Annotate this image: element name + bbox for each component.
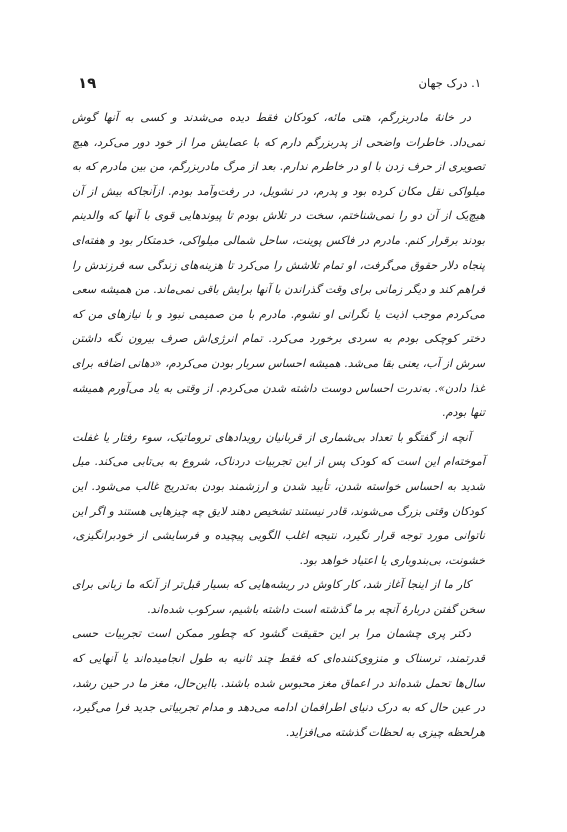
paragraph: در خانهٔ مادربزرگم، هتی مائه، کودکان فقط دیده می‌شدند و کسی به آنها گوش نمی‌داد. خاطرات واضحی از پدربزرگم دارم که با عصایش مرا از خود دور می‌کرد، هیچ تصویری از حرف زدن با او در خاطرم ندارم. بعد از مرگ مادربزرگم، من بین مادرم که به میلواکی نقل مکان کرده بود و پدرم، در نشویل، در رفت‌وآمد بودم. ازآنجاکه بیش از آن هیچ‌یک از آن دو را نمی‌شناختم، سخت در تلاش بودم تا پیوندهایی قوی با آنها که والدینم بودند برقرار کنم. مادرم در فاکس پوینت، ساحل شمالی میلواکی، خدمتکار بود و هفته‌ای پنجاه دلار حقوق می‌گرفت، او تمام تلاشش را می‌کرد تا هزینه‌های زندگی سه فرزندش را فراهم کند و دیگر زمانی برای وقت گذراندن با آنها برایش باقی نمی‌ماند. من همیشه سعی می‌کردم موجب اذیت یا نگرانی او نشوم. مادرم با من صمیمی نبود و با نیازهای من که دختر کوچکی بودم به سردی برخورد می‌کرد. تمام انرژی‌اش صرف بیرون نگه داشتن سرش از آب، یعنی بقا می‌شد. همیشه احساس سربار بودن می‌کردم، «دهانی اضافه برای غذا دادن». به‌ندرت احساس دوست داشته شدن می‌کردم. از وقتی به یاد می‌آورم همیشه تنها بودم. bbox=[72, 111, 485, 420]
page-header bbox=[78, 72, 481, 94]
page-number: ۱۹ bbox=[78, 74, 97, 92]
paragraph: آنچه از گفتگو با تعداد بی‌شماری از قربانیان رویدادهای تروماتیک، سوء رفتار یا غفلت آموخته‌ام این است که کودک پس از این تجربیات دردناک، شروع به بی‌تابی می‌کند. میل شدید به احساس خواسته شدن، تأیید شدن و ارزشمند بودن به‌تدریج غالب می‌شود. این کودکان وقتی بزرگ می‌شوند، قادر نیستند تشخیص دهند لایق چه چیزهایی هستند و اگر این ناتوانی مورد توجه قرار نگیرد، نتیجه اغلب الگویی پیچیده و فرسایشی از خودبرانگیزی، خشونت، بی‌بندوباری یا اعتیاد خواهد بود. bbox=[71, 430, 485, 567]
body-text bbox=[72, 106, 485, 745]
paragraph: دکتر پری چشمان مرا بر این حقیقت گشود که چطور ممکن است تجربیات حسی قدرتمند، ترسناک و منزوی‌کننده‌ای که فقط چند ثانیه به طول انجامیده‌اند یا آنهایی که سال‌ها تحمل شده‌اند در اعماق مغز محبوس شده باشند. بااین‌حال، مغز ما در حین رشد، در عین حال که به درک دنیای اطرافمان ادامه می‌دهد و مدام تجربیاتی جدید فرا می‌گیرد، هرلحظه چیزی به لحظات گذشته می‌افزاید. bbox=[72, 627, 485, 739]
running-title: ۱. درک جهان bbox=[418, 76, 481, 90]
paragraph: کار ما از اینجا آغاز شد، کار کاوش در ریشه‌هایی که بسیار قبل‌تر از آنکه ما زبانی برای سخن گفتن دربارهٔ آنچه بر ما گذشته است داشته باشیم، سرکوب شده‌اند. bbox=[72, 578, 485, 616]
